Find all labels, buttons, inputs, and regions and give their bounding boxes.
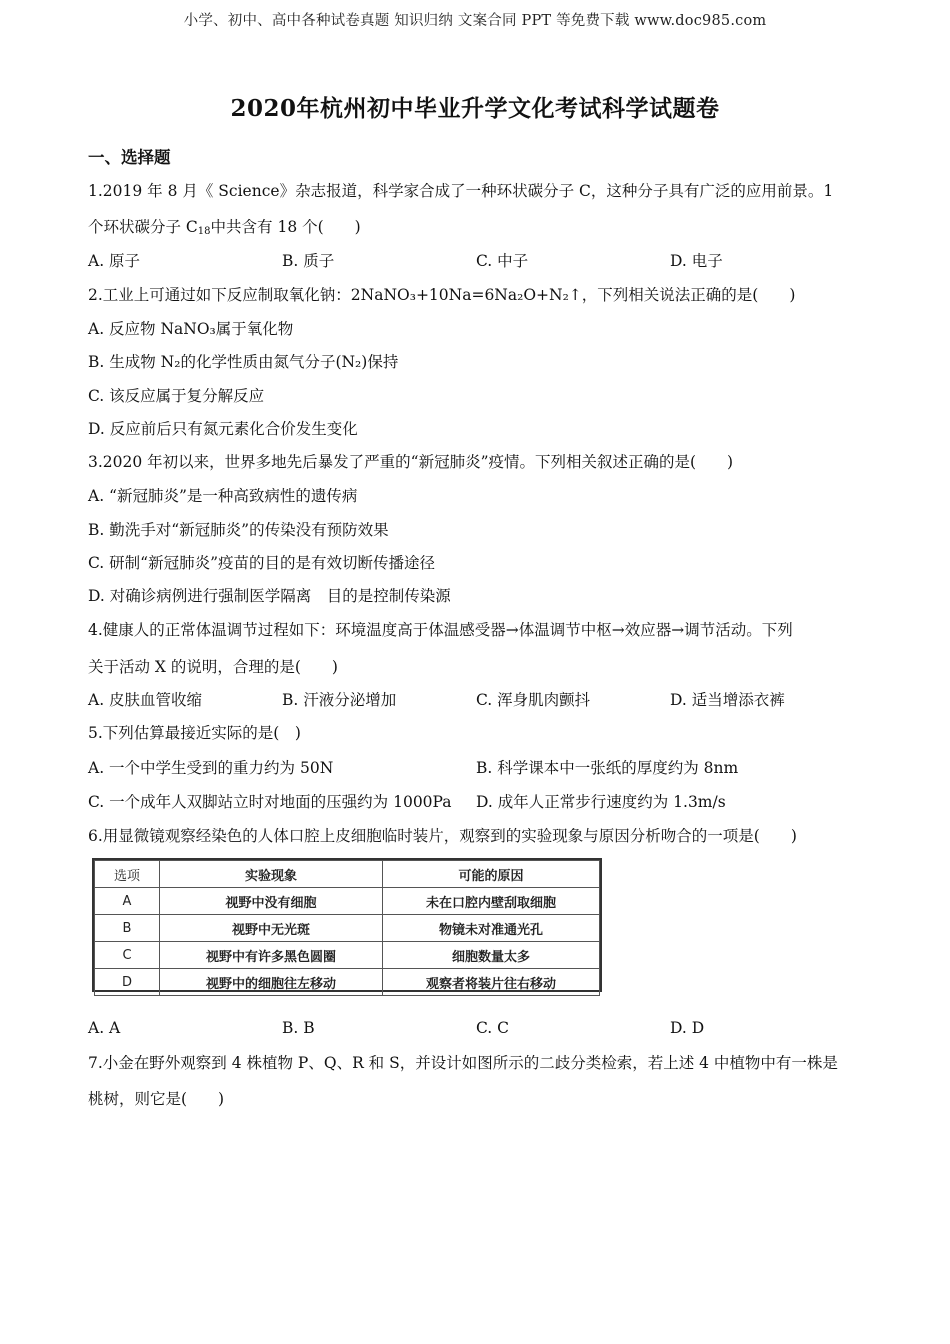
- q6-option-c[interactable]: C. C: [476, 1019, 510, 1037]
- q7-stem-line1: 7.小金在野外观察到 4 株植物 P、Q、R 和 S，并设计如图所示的二歧分类检索，若上述 4 中植物中有一株是: [88, 1054, 838, 1072]
- exam-title: 2020年杭州初中毕业升学文化考试科学试题卷: [230, 95, 720, 122]
- q3-option-a[interactable]: A. “新冠肺炎”是一种高致病性的遗传病: [88, 487, 358, 505]
- table-cell: 细胞数量太多: [383, 942, 600, 969]
- table-cell: 物镜未对准通光孔: [383, 915, 600, 942]
- table-row: [95, 969, 600, 996]
- q2-stem: 2.工业上可通过如下反应制取氧化钠：2NaNO₃+10Na=6Na₂O+N₂↑，下列相关说法正确的是( ): [88, 286, 796, 304]
- q5-option-c[interactable]: C. 一个成年人双脚站立时对地面的压强约为 1000Pa: [88, 793, 452, 811]
- q1-stem-line2: 个环状碳分子 $C_{18}$中共含有 18 个( ): [88, 218, 361, 237]
- table-header-cell: 选项: [95, 861, 160, 888]
- q6-table: [92, 858, 602, 992]
- q5-option-a[interactable]: A. 一个中学生受到的重力约为 50N: [88, 759, 334, 777]
- table-header-cell: 可能的原因: [383, 861, 600, 888]
- section-heading: 一、选择题: [88, 148, 171, 167]
- q3-option-d[interactable]: D. 对确诊病例进行强制医学隔离 目的是控制传染源: [88, 587, 451, 605]
- table-header-row: [95, 861, 600, 888]
- table-cell: 视野中的细胞往左移动: [160, 969, 383, 996]
- q2-option-b[interactable]: B. 生成物 N₂的化学性质由氮气分子(N₂)保持: [88, 353, 399, 371]
- table-row: [95, 942, 600, 969]
- table-row: [95, 915, 600, 942]
- q4-stem-line2: 关于活动 X 的说明，合理的是( ): [88, 658, 338, 676]
- q1-option-d[interactable]: D. 电子: [670, 252, 723, 270]
- table-row: [95, 888, 600, 915]
- table-cell: D: [95, 969, 160, 996]
- q3-option-b[interactable]: B. 勤洗手对“新冠肺炎”的传染没有预防效果: [88, 521, 389, 539]
- q3-stem: 3.2020 年初以来，世界多地先后暴发了严重的“新冠肺炎”疫情。下列相关叙述正确的是( ): [88, 453, 734, 471]
- q6-option-b[interactable]: B. B: [282, 1019, 315, 1037]
- q5-option-d[interactable]: D. 成年人正常步行速度约为 1.3m/s: [476, 793, 726, 811]
- table-cell: C: [95, 942, 160, 969]
- q6-stem: 6.用显微镜观察经染色的人体口腔上皮细胞临时装片，观察到的实验现象与原因分析吻合的一项是( ): [88, 827, 797, 845]
- q6-option-d[interactable]: D. D: [670, 1019, 705, 1037]
- table-cell: A: [95, 888, 160, 915]
- q4-option-a[interactable]: A. 皮肤血管收缩: [88, 691, 203, 709]
- table-cell: 视野中无光斑: [160, 915, 383, 942]
- table-cell: 观察者将装片往右移动: [383, 969, 600, 996]
- q2-option-c[interactable]: C. 该反应属于复分解反应: [88, 387, 265, 405]
- q1-option-a[interactable]: A. 原子: [88, 252, 141, 270]
- q4-option-d[interactable]: D. 适当增添衣裤: [670, 691, 785, 709]
- q7-stem-line2: 桃树，则它是( ): [88, 1090, 225, 1108]
- q2-option-d[interactable]: D. 反应前后只有氮元素化合价发生变化: [88, 420, 358, 438]
- q1-option-c[interactable]: C. 中子: [476, 252, 529, 270]
- q1-option-b[interactable]: B. 质子: [282, 252, 335, 270]
- q1-stem-line1: 1.2019 年 8 月《 Science》杂志报道，科学家合成了一种环状碳分子 C，这种分子具有广泛的应用前景。1: [88, 182, 834, 200]
- header-banner: 小学、初中、高中各种试卷真题 知识归纳 文案合同 PPT 等免费下载 www.doc985.com: [183, 13, 767, 29]
- table-cell: 未在口腔内壁刮取细胞: [383, 888, 600, 915]
- q6-option-a[interactable]: A. A: [88, 1019, 121, 1037]
- q2-option-a[interactable]: A. 反应物 NaNO₃属于氧化物: [88, 320, 294, 338]
- table-header-cell: 实验现象: [160, 861, 383, 888]
- q4-option-c[interactable]: C. 浑身肌肉颤抖: [476, 691, 591, 709]
- q5-stem: 5.下列估算最接近实际的是( ): [88, 724, 301, 742]
- q4-option-b[interactable]: B. 汗液分泌增加: [282, 691, 397, 709]
- q4-stem-line1: 4.健康人的正常体温调节过程如下：环境温度高于体温感受器→体温调节中枢→效应器→调节活动。下列: [88, 621, 793, 639]
- table-cell: 视野中没有细胞: [160, 888, 383, 915]
- table-cell: 视野中有许多黑色圆圈: [160, 942, 383, 969]
- q3-option-c[interactable]: C. 研制“新冠肺炎”疫苗的目的是有效切断传播途径: [88, 554, 436, 572]
- q5-option-b[interactable]: B. 科学课本中一张纸的厚度约为 8nm: [476, 759, 739, 777]
- table-cell: B: [95, 915, 160, 942]
